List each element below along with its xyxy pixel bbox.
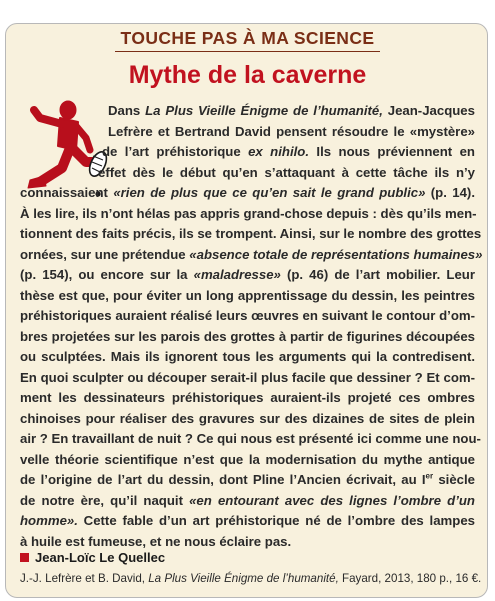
body-line: bres projetées sur les parois des grottes à partir de figurines découpées: [20, 328, 475, 344]
body-line: thèse est que, pour éviter un long apprentissage du dessin, les peintres: [20, 287, 475, 303]
body-line: tionnent des faits précis, ils se trompent. Ainsi, sur le nombre des grottes: [20, 226, 482, 241]
book-reference: J.-J. Lefrère et B. David, La Plus Vieille Énigme de l’humanité, Fayard, 2013, 180 p., 16 €.: [20, 572, 482, 585]
body-line: chinoises pour réaliser des gravures sur des dizaines de sites de plein: [20, 410, 475, 426]
body-line: Dans La Plus Vieille Énigme de l’humanité, Jean-Jacques: [108, 103, 475, 118]
red-square-icon: [20, 553, 29, 562]
body-line: effet dès le début qu’en s’attaquant à cette tâche ils n’y: [98, 164, 475, 180]
body-line: ment les dessinateurs préhistoriques auraient-ils projeté ces ombres: [20, 390, 475, 405]
body-line: Lefrère et Bertrand David pensent résoudre le «mystère»: [108, 123, 475, 139]
body-line: velle théorie scientifique n’est que la modernisation du mythe antique: [20, 451, 475, 467]
body-line: préhistoriques auraient réalisé leurs œuvres en suivant le contour d’om-: [20, 308, 475, 323]
body-line: connaissaient «rien de plus que ce qu’en sait le grand public» (p. 14).: [20, 185, 475, 200]
body-line: ornées, sur une prétendue «absence totale de représentations humaines»: [20, 246, 483, 262]
body-line: air ? En travaillant de nuit ? Ce qui nous est présenté ici comme une nou-: [20, 431, 481, 446]
rubric-divider: [115, 51, 380, 52]
article-title: Mythe de la caverne: [128, 61, 367, 89]
body-line: En quoi sculpter ou découper serait-il plus facile que dessiner ? Et com-: [20, 369, 475, 385]
author-name: Jean-Loïc Le Quellec: [35, 550, 166, 565]
body-line: de notre ère, qu’il naquit «en entourant avec des lignes l’ombre d’un: [20, 492, 475, 508]
body-line: de l’origine de l’art du dessin, dont Pline l’Ancien écrivait, au Ier siècle: [20, 471, 475, 487]
body-line: homme». Cette fable d’un art préhistorique né de l’ombre des lampes: [20, 513, 475, 528]
body-line: ou sculptées. Mais ils ignorent tous les arguments qui la contredisent.: [20, 349, 475, 364]
body-line: À les lire, ils n’ont hélas pas appris grand-chose depuis : dès qu’ils men-: [20, 205, 477, 221]
author-byline: [20, 550, 165, 565]
rubric-heading: TOUCHE PAS À MA SCIENCE: [120, 28, 375, 48]
article-body: [20, 101, 483, 552]
body-line: (p. 154), ou encore sur la «maladresse» (p. 46) de l’art mobilier. Leur: [20, 267, 475, 282]
body-line: à huile est fumeuse, et ne nous éclaire pas.: [20, 533, 292, 549]
body-line: de l’art préhistorique ex nihilo. Ils nous préviennent en: [102, 144, 475, 159]
